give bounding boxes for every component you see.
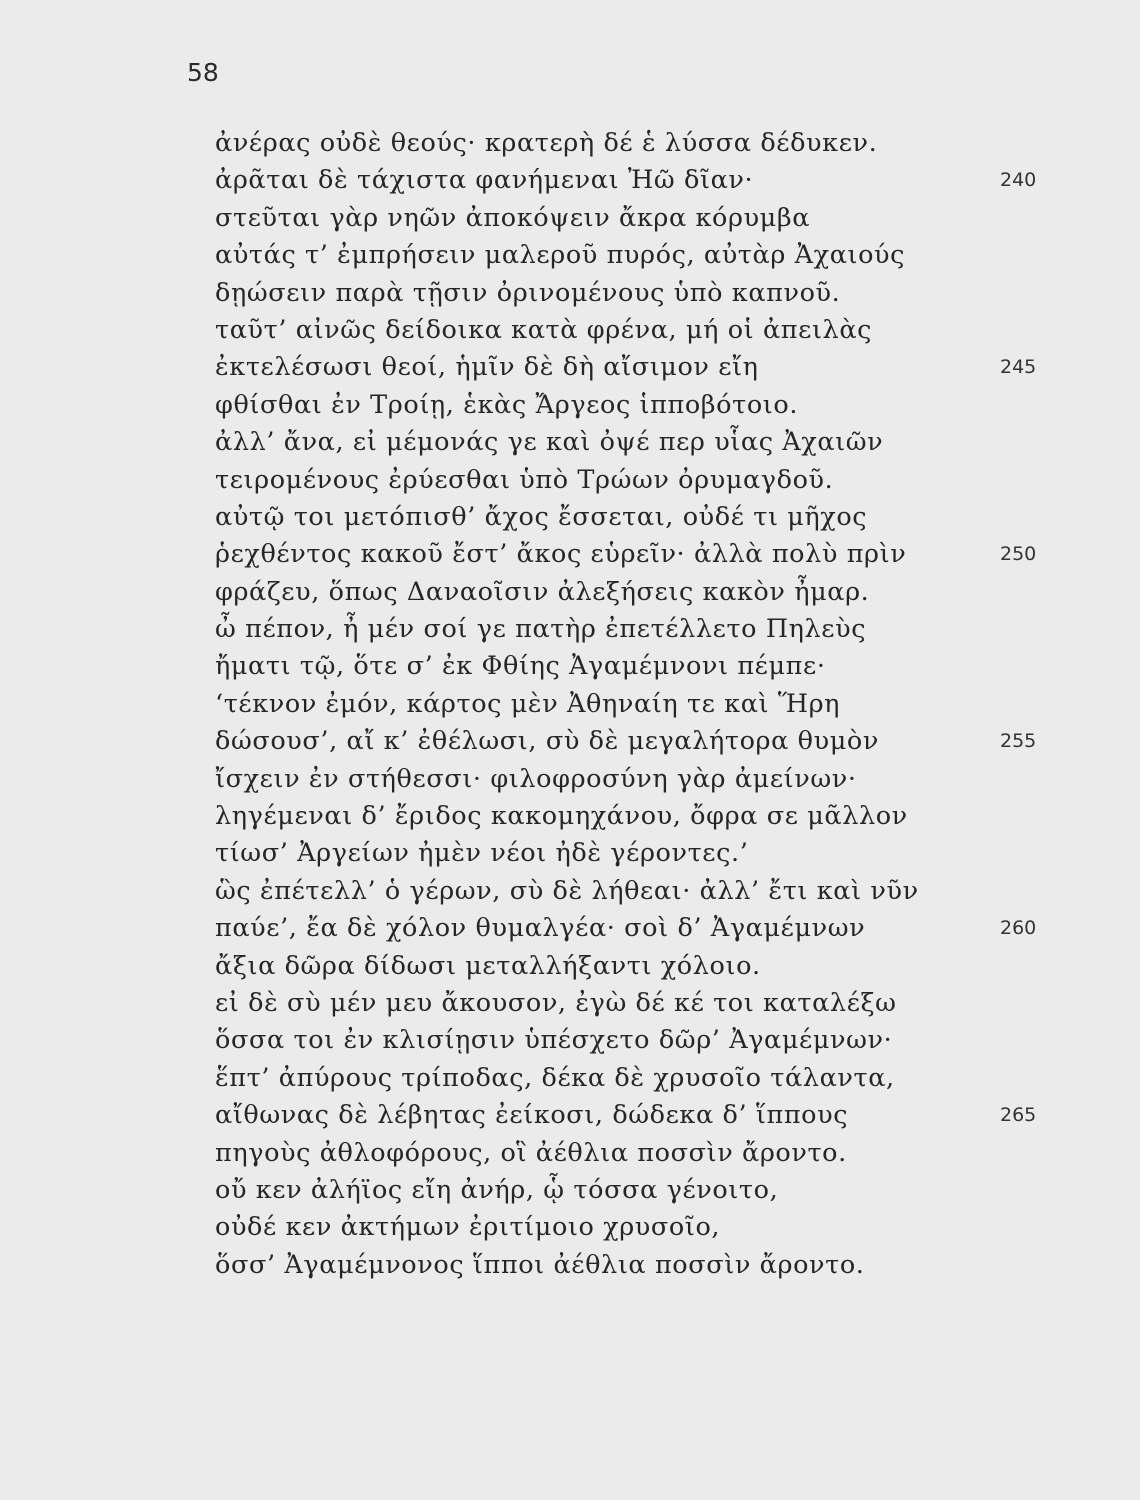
verse-text: τειρομένους ἐρύεσθαι ὑπὸ Τρώων ὀρυμαγδοῦ. (215, 464, 834, 495)
verse-line (215, 499, 1075, 536)
verse-text: στεῦται γὰρ νηῶν ἀποκόψειν ἄκρα κόρυμβα (215, 202, 811, 233)
verse-line (215, 1247, 1075, 1284)
verse-text: φράζευ, ὅπως Δαναοῖσιν ἀλεξήσεις κακὸν ἦμαρ. (215, 576, 870, 607)
verse-line (215, 910, 1075, 947)
verse-line (215, 275, 1075, 312)
verse-text: οὔ κεν ἀλήϊος εἴη ἀνήρ, ᾧ τόσσα γένοιτο, (215, 1174, 779, 1205)
verse-line (215, 349, 1075, 386)
verse-text: ληγέμεναι δ’ ἔριδος κακομηχάνου, ὄφρα σε μᾶλλον (215, 801, 908, 832)
verse-text: ὣς ἐπέτελλ’ ὁ γέρων, σὺ δὲ λήθεαι· ἀλλ’ ἔτι καὶ νῦν (215, 875, 919, 906)
verse-text: ἴσχειν ἐν στήθεσσι· φιλοφροσύνη γὰρ ἀμείνων· (215, 763, 857, 794)
verse-text: ἐκτελέσωσι θεοί, ἡμῖν δὲ δὴ αἴσιμον εἴη (215, 352, 759, 383)
verse-text: παύε’, ἔα δὲ χόλον θυμαλγέα· σοὶ δ’ Ἀγαμέμνων (215, 913, 866, 944)
verse-block (215, 125, 1075, 1284)
page-number: 58 (187, 58, 219, 87)
verse-line (215, 761, 1075, 798)
verse-line (215, 1172, 1075, 1209)
verse-line (215, 835, 1075, 872)
verse-text: δώσουσ’, αἴ κ’ ἐθέλωσι, σὺ δὲ μεγαλήτορα θυμὸν (215, 726, 879, 757)
verse-line (215, 1022, 1075, 1059)
verse-line (215, 312, 1075, 349)
verse-line (215, 536, 1075, 573)
verse-text: εἰ δὲ σὺ μέν μευ ἄκουσον, ἐγὼ δέ κέ τοι καταλέξω (215, 987, 897, 1018)
line-number: 250 (1000, 543, 1037, 566)
verse-line (215, 686, 1075, 723)
line-number: 265 (1000, 1104, 1037, 1127)
verse-line (215, 798, 1075, 835)
verse-line (215, 1209, 1075, 1246)
verse-text: ἤματι τῷ, ὅτε σ’ ἐκ Φθίης Ἀγαμέμνονι πέμπε· (215, 651, 826, 682)
verse-text: ἀρᾶται δὲ τάχιστα φανήμεναι Ἠῶ δῖαν· (215, 165, 754, 196)
line-number: 255 (1000, 730, 1037, 753)
verse-line (215, 985, 1075, 1022)
verse-line (215, 723, 1075, 760)
verse-text: ὦ πέπον, ἦ μέν σοί γε πατὴρ ἐπετέλλετο Πηλεὺς (215, 614, 867, 645)
verse-text: φθίσθαι ἐν Τροίῃ, ἑκὰς Ἄργεος ἱπποβότοιο. (215, 389, 799, 420)
line-number: 245 (1000, 356, 1037, 379)
verse-line (215, 125, 1075, 162)
verse-line (215, 424, 1075, 461)
verse-line (215, 1060, 1075, 1097)
verse-text: αἴθωνας δὲ λέβητας ἐείκοσι, δώδεκα δ’ ἵππους (215, 1100, 849, 1131)
verse-line (215, 237, 1075, 274)
verse-text: ἀλλ’ ἄνα, εἰ μέμονάς γε καὶ ὀψέ περ υἷας Ἀχαιῶν (215, 427, 884, 458)
verse-line (215, 387, 1075, 424)
verse-line (215, 1135, 1075, 1172)
verse-text: ἀνέρας οὐδὲ θεούς· κρατερὴ δέ ἑ λύσσα δέδυκεν. (215, 128, 878, 158)
verse-text: ταῦτ’ αἰνῶς δείδοικα κατὰ φρένα, μή οἱ ἀπειλὰς (215, 314, 873, 345)
verse-text: πηγοὺς ἀθλοφόρους, οἳ ἀέθλια ποσσὶν ἄροντο. (215, 1137, 847, 1168)
verse-line (215, 611, 1075, 648)
verse-text: ὅσσ’ Ἀγαμέμνονος ἵπποι ἀέθλια ποσσὶν ἄροντο. (215, 1249, 865, 1280)
verse-text: ἄξια δῶρα δίδωσι μεταλλήξαντι χόλοιο. (215, 950, 761, 981)
verse-text: ‘τέκνον ἐμόν, κάρτος μὲν Ἀθηναίη τε καὶ Ἥρη (215, 688, 841, 719)
verse-text: αὐτῷ τοι μετόπισθ’ ἄχος ἔσσεται, οὐδέ τι μῆχος (215, 501, 868, 532)
verse-text: τίωσ’ Ἀργείων ἠμὲν νέοι ἠδὲ γέροντες.’ (215, 838, 749, 869)
verse-line (215, 574, 1075, 611)
line-number: 260 (1000, 917, 1037, 940)
verse-line (215, 462, 1075, 499)
verse-line (215, 162, 1075, 199)
verse-text: αὐτάς τ’ ἐμπρήσειν μαλεροῦ πυρός, αὐτὰρ Ἀχαιούς (215, 240, 906, 271)
verse-line (215, 200, 1075, 237)
verse-line (215, 1097, 1075, 1134)
verse-line (215, 648, 1075, 685)
verse-text: οὐδέ κεν ἀκτήμων ἐριτίμοιο χρυσοῖο, (215, 1212, 721, 1243)
verse-line (215, 948, 1075, 985)
verse-line (215, 873, 1075, 910)
verse-text: ἕπτ’ ἀπύρους τρίποδας, δέκα δὲ χρυσοῖο τάλαντα, (215, 1062, 895, 1093)
verse-text: δῃώσειν παρὰ τῇσιν ὀρινομένους ὑπὸ καπνοῦ. (215, 277, 841, 308)
verse-text: ῥεχθέντος κακοῦ ἔστ’ ἄκος εὑρεῖν· ἀλλὰ πολὺ πρὶν (215, 539, 907, 570)
verse-text: ὅσσα τοι ἐν κλισίῃσιν ὑπέσχετο δῶρ’ Ἀγαμέμνων· (215, 1025, 893, 1056)
line-number: 240 (1000, 169, 1037, 192)
